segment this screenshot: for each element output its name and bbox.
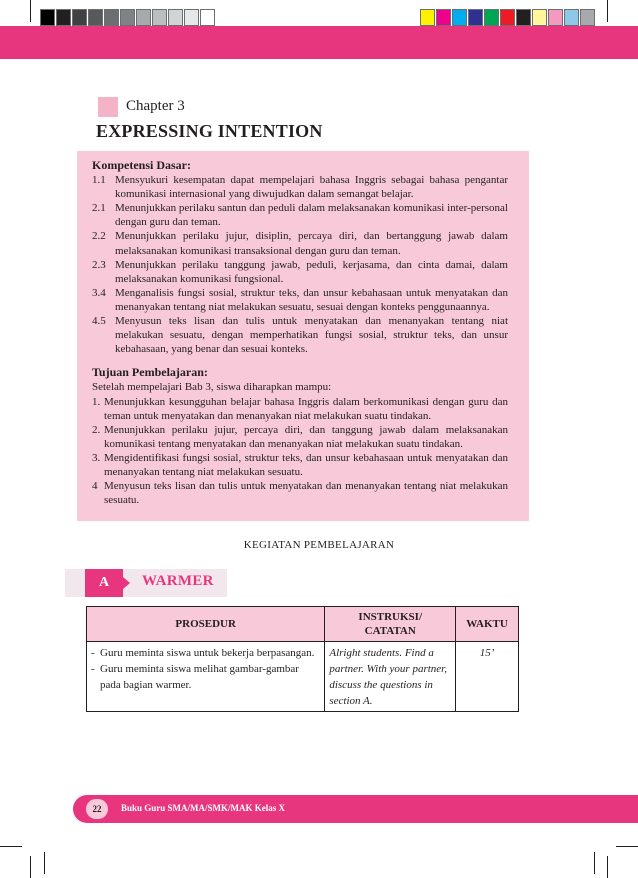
color-swatch <box>200 9 215 26</box>
list-item-number: 2.3 <box>92 258 106 271</box>
list-item-number: 2.2 <box>92 230 106 243</box>
color-swatch <box>88 9 103 26</box>
color-swatch <box>580 9 595 26</box>
color-swatch <box>120 9 135 26</box>
list-item-number: 4.5 <box>92 315 106 328</box>
tujuan-heading: Tujuan Pembelajaran: <box>92 365 208 380</box>
color-swatch <box>532 9 547 26</box>
color-swatch <box>72 9 87 26</box>
list-item-text: Mensyukuri kesempatan dapat mempelajari bahasa Inggris sebagai bahasa pengantar komunikasi internasional yang diwujudkan dalam semangat belajar. <box>115 174 508 201</box>
prosedur-item: - Guru meminta siswa untuk bekerja berpasangan. <box>91 647 315 659</box>
color-swatch <box>104 9 119 26</box>
header-band <box>0 26 638 59</box>
section-letter: A <box>85 569 123 597</box>
list-item-number: 1. <box>92 395 101 408</box>
color-swatch <box>168 9 183 26</box>
color-swatch <box>484 9 499 26</box>
prosedur-item: - Guru meminta siswa melihat gambar-gambar pada bagian warmer. <box>91 663 299 691</box>
competency-box <box>77 151 529 521</box>
color-swatch <box>420 9 435 26</box>
tujuan-intro: Setelah mempelajari Bab 3, siswa diharapkan mampu: <box>92 381 332 394</box>
list-item-number: 2.1 <box>92 202 106 215</box>
procedure-table <box>86 606 519 712</box>
color-swatch <box>564 9 579 26</box>
list-item-text: Menyusun teks lisan dan tulis untuk menyatakan dan menanyakan tentang niat melakukan sesuatu, dengan memperhatikan fungsi sosial, struktur teks, dan unsur kebahasaan, yang benar dan sesuai konteks. <box>115 315 508 356</box>
grayscale-color-bar <box>40 9 216 26</box>
list-item <box>92 451 508 479</box>
tujuan-list <box>92 395 508 508</box>
list-item <box>92 479 508 507</box>
list-item-text: Menyusun teks lisan dan tulis untuk menyatakan dan menanyakan tentang niat melakukan sesuatu. <box>104 480 508 507</box>
header-prosedur: PROSEDUR <box>87 607 325 642</box>
list-item-number: 3. <box>92 451 101 464</box>
color-swatch <box>500 9 515 26</box>
list-item-text: Menunjukkan perilaku jujur, disiplin, percaya diri, dan bertanggung jawab dalam melaksanakan komunikasi transaksional dengan guru dan teman. <box>115 230 508 257</box>
list-item <box>92 229 508 257</box>
crop-mark <box>607 856 608 878</box>
list-item-text: Mengidentifikasi fungsi sosial, struktur teks, dan unsur kebahasaan untuk menyatakan dan menanyakan tentang niat melakukan sesuatu. <box>104 451 508 478</box>
color-swatch <box>56 9 71 26</box>
color-swatch <box>184 9 199 26</box>
section-title: WARMER <box>142 573 214 589</box>
color-swatch <box>452 9 467 26</box>
list-item <box>92 395 508 423</box>
kompetensi-heading: Kompetensi Dasar: <box>92 158 191 172</box>
list-item-number: 2. <box>92 423 101 436</box>
list-item-number: 3.4 <box>92 286 106 299</box>
color-swatch <box>468 9 483 26</box>
list-item <box>92 173 508 201</box>
list-item <box>92 423 508 451</box>
color-swatch <box>40 9 55 26</box>
table-header-row <box>87 607 519 642</box>
list-item-number: 4 <box>92 480 98 493</box>
footer-book-title: Buku Guru SMA/MA/SMK/MAK Kelas X <box>121 803 286 813</box>
list-item <box>92 286 508 314</box>
chapter-label: Chapter 3 <box>126 98 185 114</box>
list-item-text: Menunjukkan perilaku jujur, percaya diri, dan tanggung jawab dalam melaksanakan komunikasi tentang menyatakan dan menanyakan niat melakukan suatu tindakan. <box>104 423 508 450</box>
color-swatch <box>152 9 167 26</box>
crop-mark <box>0 846 22 847</box>
list-item-text: Menunjukkan kesungguhan belajar bahasa Inggris dalam berkomunikasi dengan guru dan teman untuk menyatakan dan menanyakan niat melakukan suatu tindakan. <box>104 395 508 422</box>
list-item <box>92 258 508 286</box>
color-swatch <box>548 9 563 26</box>
list-item-text: Menganalisis fungsi sosial, struktur teks, dan unsur kebahasaan untuk menyatakan dan menanyakan tentang niat melakukan sesuatu, sesuai dengan konteks penggunaannya. <box>115 286 508 313</box>
list-item-number: 1.1 <box>92 174 106 187</box>
crop-mark <box>30 856 31 878</box>
crop-mark <box>607 0 608 22</box>
crop-mark <box>30 0 31 22</box>
table-row <box>87 642 519 712</box>
cell-waktu: 15’ <box>456 642 519 712</box>
cell-instruksi: Alright students. Find a partner. With your partner, discuss the questions in section A. <box>325 642 456 712</box>
color-swatch <box>136 9 151 26</box>
list-item-text: Menunjukkan perilaku tanggung jawab, peduli, kerjasama, dan cinta damai, dalam melaksanakan komunikasi fungsional. <box>115 258 508 285</box>
process-color-bar <box>420 9 596 26</box>
list-item-text: Menunjukkan perilaku santun dan peduli dalam melaksanakan komunikasi inter-personal dengan guru dan teman. <box>115 202 508 229</box>
list-item <box>92 201 508 229</box>
cell-prosedur <box>87 642 325 712</box>
chapter-title: EXPRESSING INTENTION <box>96 121 323 141</box>
list-item <box>92 314 508 356</box>
page-number: 22 <box>86 799 108 819</box>
section-arrow-icon <box>123 577 130 589</box>
crop-mark <box>44 852 45 874</box>
color-swatch <box>436 9 451 26</box>
crop-mark <box>616 846 638 847</box>
chapter-marker-square <box>98 97 118 117</box>
kegiatan-heading: KEGIATAN PEMBELAJARAN <box>243 539 395 551</box>
color-swatch <box>516 9 531 26</box>
crop-mark <box>594 852 595 874</box>
header-waktu: WAKTU <box>456 607 519 642</box>
kompetensi-list <box>92 173 508 356</box>
header-instruksi: INSTRUKSI/ CATATAN <box>325 607 456 642</box>
